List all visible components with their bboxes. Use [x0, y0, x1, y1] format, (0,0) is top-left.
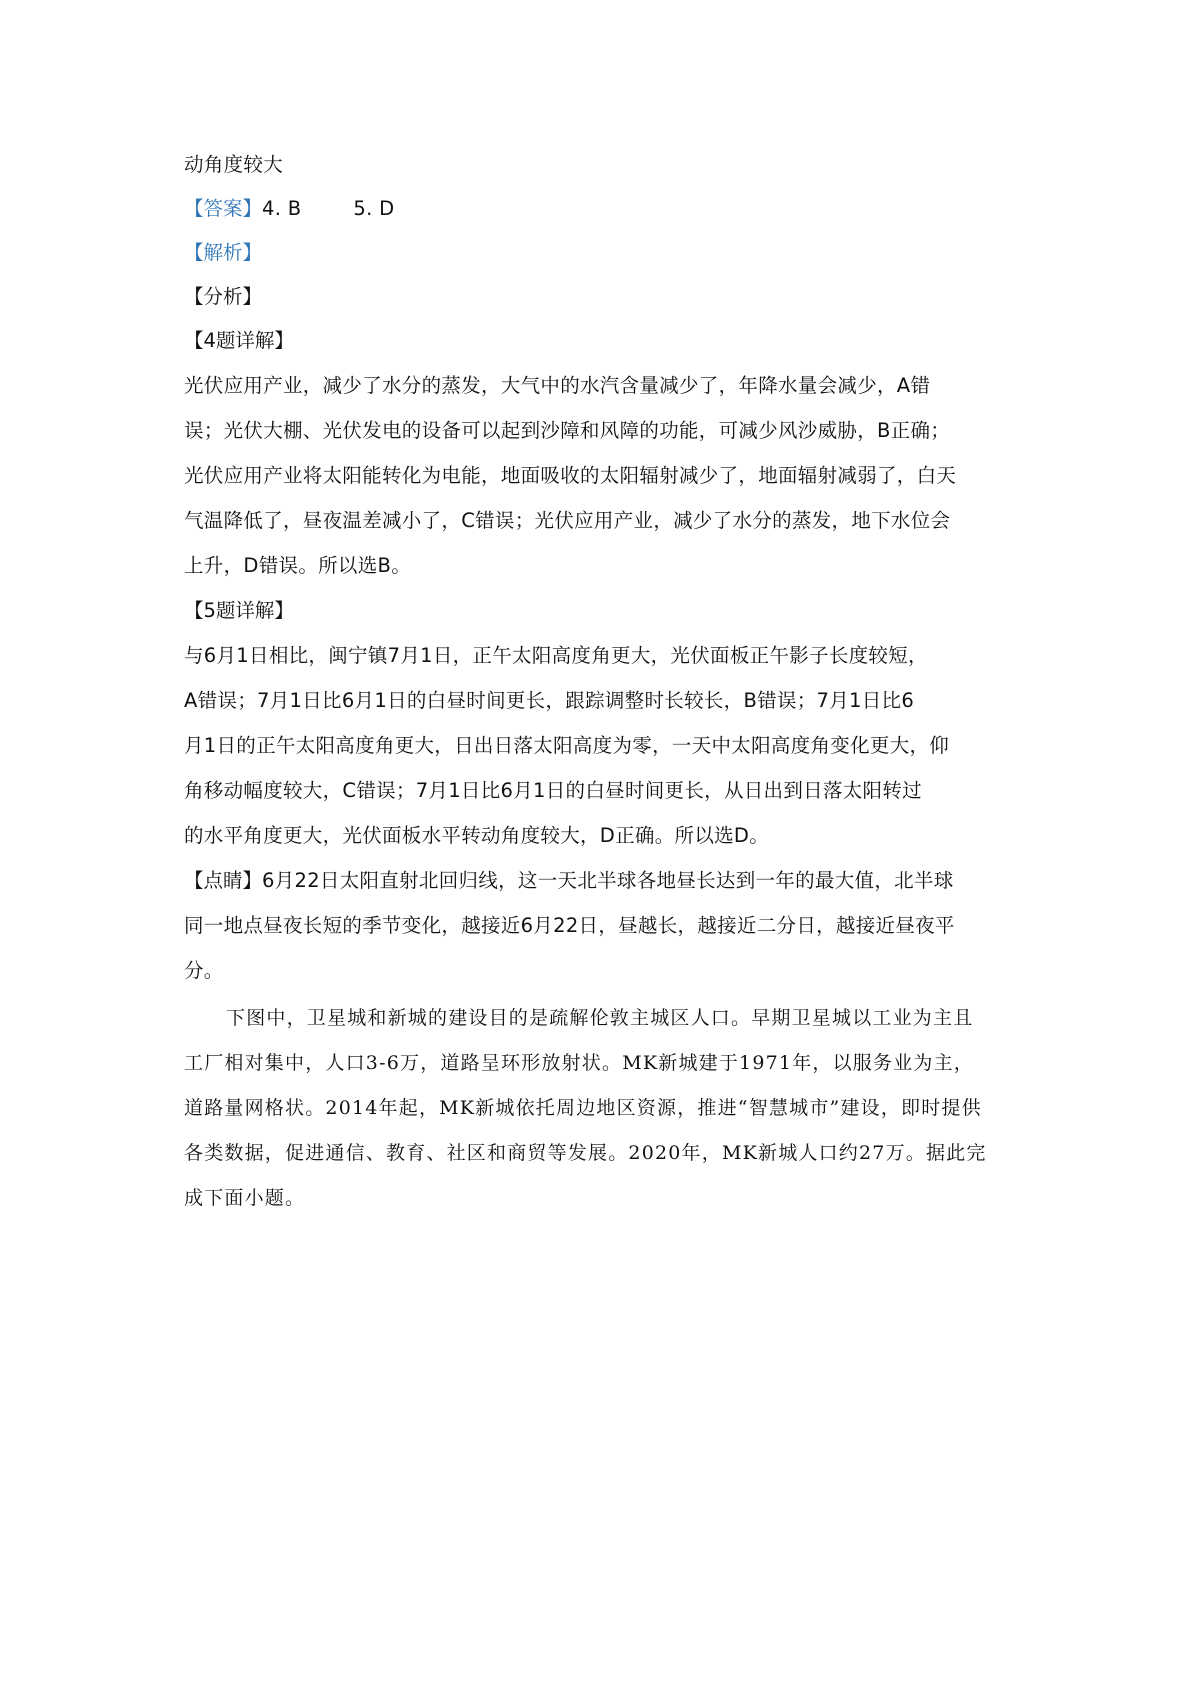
- intro-line: 工厂相对集中，人口3-6万，道路呈环形放射状。MK新城建于1971年，以服务业为主，: [184, 1052, 975, 1074]
- q4-line: 光伏应用产业将太阳能转化为电能，地面吸收的太阳辐射减少了，地面辐射减弱了，白天: [184, 464, 957, 487]
- answer-4: 4. B: [262, 197, 302, 220]
- text-line: 动角度较大: [184, 153, 284, 176]
- q5-line: 月1日的正午太阳高度角更大，日出日落太阳高度为零，一天中太阳高度角变化更大，仰: [184, 734, 950, 757]
- q4-line: 上升，D错误。所以选B。: [184, 554, 411, 577]
- q4-line: 光伏应用产业，减少了水分的蒸发，大气中的水汽含量减少了，年降水量会减少，A错: [184, 374, 931, 397]
- dianjing-line: [184, 866, 1026, 896]
- answer-5: 5. D: [353, 197, 395, 220]
- dianjing-label: 【点睛】: [184, 869, 263, 892]
- q5-line: 角移动幅度较大，C错误；7月1日比6月1日的白昼时间更长，从日出到日落太阳转过: [184, 779, 922, 802]
- q4-line: 误；光伏大棚、光伏发电的设备可以起到沙障和风障的功能，可减少风沙威胁，B正确；: [184, 419, 951, 442]
- q5-line: A错误；7月1日比6月1日的白昼时间更长，跟踪调整时长较长，B错误；7月1日比6: [184, 689, 915, 712]
- intro-line: 下图中，卫星城和新城的建设目的是疏解伦敦主城区人口。早期卫星城以工业为主且: [226, 1007, 974, 1029]
- dianjing-line: 分。: [184, 959, 224, 982]
- q5-line: 与6月1日相比，闽宁镇7月1日，正午太阳高度角更大，光伏面板正午影子长度较短，: [184, 644, 928, 667]
- answer-label: 【答案】: [184, 197, 263, 220]
- q5-label: 【5题详解】: [184, 599, 294, 622]
- answer-line: [184, 194, 1026, 224]
- intro-line: 成下面小题。: [184, 1187, 306, 1209]
- q4-line: 气温降低了，昼夜温差减小了，C错误；光伏应用产业，减少了水分的蒸发，地下水位会: [184, 509, 951, 532]
- dianjing-text: 6月22日太阳直射北回归线，这一天北半球各地昼长达到一年的最大值，北半球: [262, 869, 954, 892]
- q5-line: 的水平角度更大，光伏面板水平转动角度较大，D正确。所以选D。: [184, 824, 770, 847]
- fenxi-label: 【分析】: [184, 285, 263, 308]
- q4-label: 【4题详解】: [184, 329, 294, 352]
- intro-line: 道路量网格状。2014年起，MK新城依托周边地区资源，推进“智慧城市”建设，即时提供: [184, 1097, 982, 1119]
- intro-line: 各类数据，促进通信、教育、社区和商贸等发展。2020年，MK新城人口约27万。据此完: [184, 1142, 987, 1164]
- analysis-label: 【解析】: [184, 241, 263, 264]
- dianjing-line: 同一地点昼夜长短的季节变化，越接近6月22日，昼越长，越接近二分日，越接近昼夜平: [184, 914, 955, 937]
